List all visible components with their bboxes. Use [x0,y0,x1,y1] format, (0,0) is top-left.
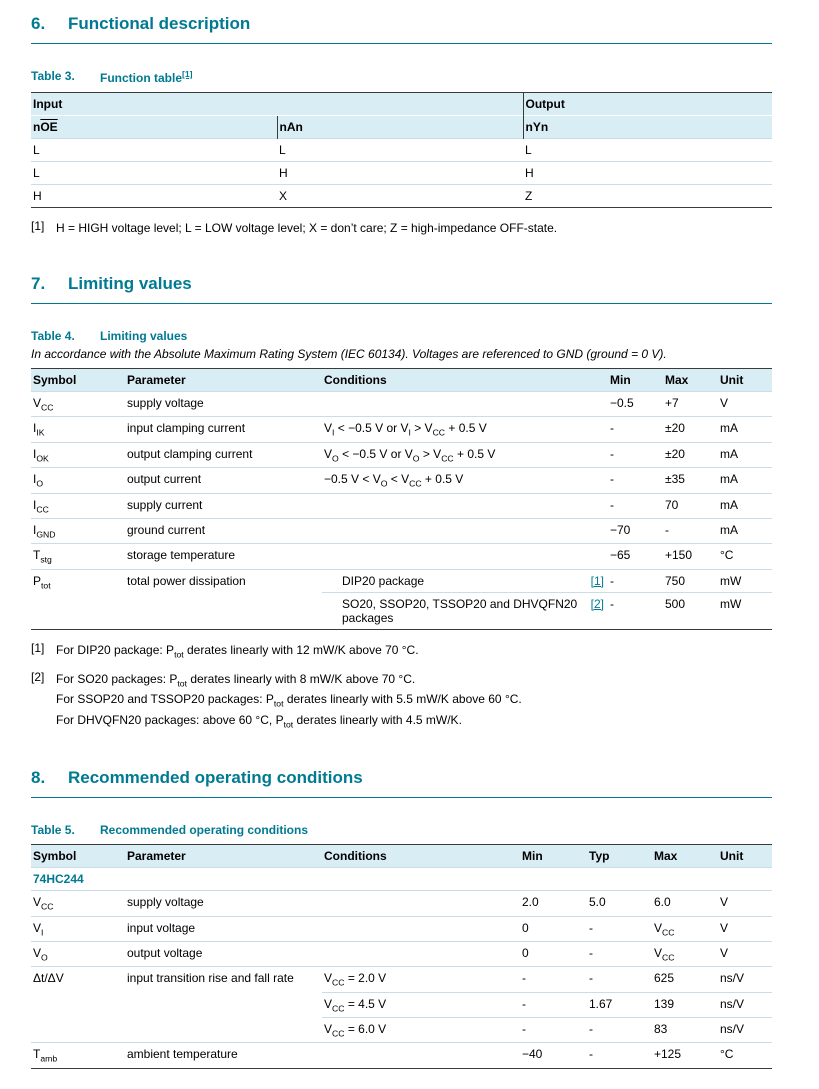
table-cell: L [277,139,523,162]
max-cell: ±35 [663,468,718,493]
column-header-max: Max [663,369,718,392]
table-label: Table 5. [31,823,75,838]
conditions-cell: $V_O < -0.5$ V or $V_O > V_{CC} + 0.5$ V [322,442,608,467]
footnote-ref-link[interactable]: [1] [182,69,193,79]
unit-cell: °C [718,1043,772,1068]
table-cell: L [31,139,277,162]
unit-cell: V [718,916,772,941]
table-row [31,392,772,417]
conditions-cell [322,916,520,941]
table-label: Table 3. [31,69,75,83]
table-row [31,185,772,208]
conditions-cell: −0.5 $V < V_O < V_{CC} + 0.5$ V [322,468,608,493]
unit-cell: ns/V [718,992,772,1017]
column-header-max: Max [652,845,718,868]
symbol-cell: $I_{OK}$ [31,442,125,467]
column-header-symbol: Symbol [31,369,125,392]
parameter-cell: supply voltage [125,392,322,417]
table-row [31,518,772,543]
symbol-cell: $V_I$ [31,916,125,941]
max-cell: $V_{CC}$ [652,916,718,941]
column-header-symbol: Symbol [31,845,125,868]
conditions-cell [322,1043,520,1068]
footnote-ref-link[interactable]: [2] [590,596,604,611]
max-cell: ±20 [663,417,718,442]
symbol-cell: $P_{tot}$ [31,569,125,629]
column-header-parameter: Parameter [125,845,322,868]
max-cell: +7 [663,392,718,417]
symbol-cell: $I_{GND}$ [31,518,125,543]
parameter-cell: input clamping current [125,417,322,442]
column-header-min: Min [520,845,587,868]
unit-cell: V [718,392,772,417]
min-cell: −65 [608,544,663,569]
datasheet-page [31,14,772,1069]
footnote-text: For DHVQFN20 packages: above 60 °C, $P_{tot}$ derates linearly with 4.5 mW/K. [56,712,462,730]
table-row [31,468,772,493]
min-cell: - [608,417,663,442]
footnote-text: For SO20 packages: $P_{tot}$ derates linearly with 8 mW/K above 70 °C. [56,672,416,689]
min-cell: −0.5 [608,392,663,417]
table-4-footnotes [31,641,772,731]
min-cell: - [608,442,663,467]
symbol-cell: $V_{CC}$ [31,392,125,417]
footnote-ref-link[interactable]: [1] [590,573,604,588]
typ-cell: 1.67 [587,992,652,1017]
min-cell: 0 [520,941,587,966]
typ-cell: - [587,1018,652,1043]
symbol-cell: $I_O$ [31,468,125,493]
section-8-heading [31,768,772,798]
min-cell: −40 [520,1043,587,1068]
max-cell: +125 [652,1043,718,1068]
table-row [31,493,772,518]
conditions-cell: $V_{CC} = 6.0$ V [322,1018,520,1043]
max-cell: 6.0 [652,891,718,916]
caption-text: Recommended operating conditions [100,823,309,838]
symbol-cell: $T_{amb}$ [31,1043,125,1068]
max-cell: 500 [663,592,718,629]
conditions-cell [322,569,608,592]
table-row [31,417,772,442]
footnote [31,219,772,237]
table-row [31,941,772,966]
column-header-parameter: Parameter [125,369,322,392]
parameter-cell: input voltage [125,916,322,941]
parameter-cell: ambient temperature [125,1043,322,1068]
table-4-note: In accordance with the Absolute Maximum Rating System (IEC 60134). Voltages are referenced to GND (ground = 0 V). [31,347,667,361]
typ-cell: - [587,1043,652,1068]
table-5-caption [31,823,772,837]
table-cell: H [31,185,277,208]
conditions-cell: $V_I < -0.5$ V or $V_I > V_{CC} + 0.5$ V [322,417,608,442]
recommended-operating-conditions-table [31,844,772,1069]
table-4-caption [31,329,772,343]
conditions-cell [322,518,608,543]
parameter-cell: output clamping current [125,442,322,467]
section-6-heading [31,14,772,44]
table-3-caption [31,69,772,85]
min-cell: - [520,967,587,992]
unit-cell: mW [718,592,772,629]
unit-cell: mA [718,468,772,493]
section-number: 7. [31,274,46,293]
unit-cell: °C [718,544,772,569]
table-header-row [31,369,772,392]
conditions-cell [322,392,608,417]
typ-cell: - [587,916,652,941]
footnote-text-lines [56,670,522,731]
column-header-nyn: nYn [523,116,772,139]
table-row [31,1043,772,1068]
footnote-marker: [1] [31,640,45,655]
parameter-cell: input transition rise and fall rate [125,967,322,1043]
max-cell: - [663,518,718,543]
limiting-values-table [31,368,772,630]
table-row [31,916,772,941]
column-header-conditions: Conditions [322,845,520,868]
conditions-cell [322,544,608,569]
conditions-cell [322,592,608,629]
symbol-cell: $V_{CC}$ [31,891,125,916]
footnote-text: H = HIGH voltage level; L = LOW voltage level; X = don’t care; Z = high-impedance OFF-state. [56,221,558,235]
unit-cell: mA [718,442,772,467]
column-header-min: Min [608,369,663,392]
caption-text: Function table [100,71,182,85]
table-header-group-row [31,93,772,116]
column-group-header-output: Output [523,93,772,116]
table-row [31,891,772,916]
section-recommended-operating-conditions [31,768,772,1069]
max-cell: 139 [652,992,718,1017]
unit-cell: ns/V [718,1018,772,1043]
min-cell: 2.0 [520,891,587,916]
column-header-nan: nAn [277,116,523,139]
min-cell: - [608,569,663,592]
section-title: Limiting values [68,274,192,293]
symbol-cell: $V_O$ [31,941,125,966]
min-cell: −70 [608,518,663,543]
table-row [31,162,772,185]
min-cell: 0 [520,916,587,941]
conditions-cell [322,891,520,916]
section-limiting-values [31,274,772,731]
max-cell: 83 [652,1018,718,1043]
section-title: Recommended operating conditions [68,768,363,788]
table-row [31,442,772,467]
section-title: Functional description [68,14,251,33]
parameter-cell: supply current [125,493,322,518]
min-cell: - [520,992,587,1017]
max-cell: 70 [663,493,718,518]
unit-cell: V [718,941,772,966]
symbol-cell: $T_{stg}$ [31,544,125,569]
parameter-cell: total power dissipation [125,569,322,629]
min-cell: - [608,592,663,629]
parameter-cell: ground current [125,518,322,543]
footnote-text: For SSOP20 and TSSOP20 packages: $P_{tot}$ derates linearly with 5.5 mW/K above 60 °C. [56,692,522,709]
unit-cell: mA [718,493,772,518]
min-cell: - [520,1018,587,1043]
symbol-cell: $I_{IK}$ [31,417,125,442]
table-row [31,544,772,569]
column-header-unit: Unit [718,369,772,392]
table-header-row [31,845,772,868]
column-header-conditions: Conditions [322,369,608,392]
conditions-cell: $V_{CC} = 2.0$ V [322,967,520,992]
table-label: Table 4. [31,329,75,343]
parameter-cell: output voltage [125,941,322,966]
parameter-cell: supply voltage [125,891,322,916]
min-cell: - [608,493,663,518]
unit-cell: mW [718,569,772,592]
section-7-heading [31,274,772,304]
table-row [31,967,772,992]
max-cell: +150 [663,544,718,569]
table-group-row [31,868,772,891]
footnote [31,641,772,661]
column-group-header-input: Input [31,93,523,116]
max-cell: $V_{CC}$ [652,941,718,966]
typ-cell: - [587,967,652,992]
max-cell: 750 [663,569,718,592]
table-cell: H [523,162,772,185]
caption-text: Limiting values [100,329,188,343]
conditions-cell [322,493,608,518]
parameter-cell: output current [125,468,322,493]
table-cell: L [31,162,277,185]
device-group-label: 74HC244 [31,868,772,891]
table-cell: H [277,162,523,185]
condition-text: DIP20 package [342,573,425,588]
table-row [31,569,772,592]
unit-cell: V [718,891,772,916]
section-functional-description [31,14,772,237]
column-header-typ: Typ [587,845,652,868]
parameter-cell: storage temperature [125,544,322,569]
max-cell: ±20 [663,442,718,467]
table-cell: Z [523,185,772,208]
symbol-cell: Δt/ΔV [31,967,125,1043]
section-number: 8. [31,768,46,788]
unit-cell: mA [718,417,772,442]
typ-cell: 5.0 [587,891,652,916]
max-cell: 625 [652,967,718,992]
table-3-footnotes [31,219,772,237]
unit-cell: ns/V [718,967,772,992]
table-cell: X [277,185,523,208]
conditions-cell [322,941,520,966]
table-header-row [31,116,772,139]
symbol-cell: $I_{CC}$ [31,493,125,518]
table-cell: L [523,139,772,162]
typ-cell: - [587,941,652,966]
function-table [31,92,772,208]
min-cell: - [608,468,663,493]
unit-cell: mA [718,518,772,543]
column-header-noe: $n\overline{OE}$ [31,116,277,139]
conditions-cell: $V_{CC} = 4.5$ V [322,992,520,1017]
table-row [31,139,772,162]
section-number: 6. [31,14,46,33]
footnote-marker: [2] [31,670,45,685]
table-caption-text [100,69,193,85]
footnote [31,670,772,731]
footnote-marker: [1] [31,219,45,233]
footnote-text: For DIP20 package: $P_{tot}$ derates linearly with 12 mW/K above 70 °C. [56,642,419,660]
column-header-unit: Unit [718,845,772,868]
condition-text: SO20, SSOP20, TSSOP20 and DHVQFN20 packages [342,596,578,625]
